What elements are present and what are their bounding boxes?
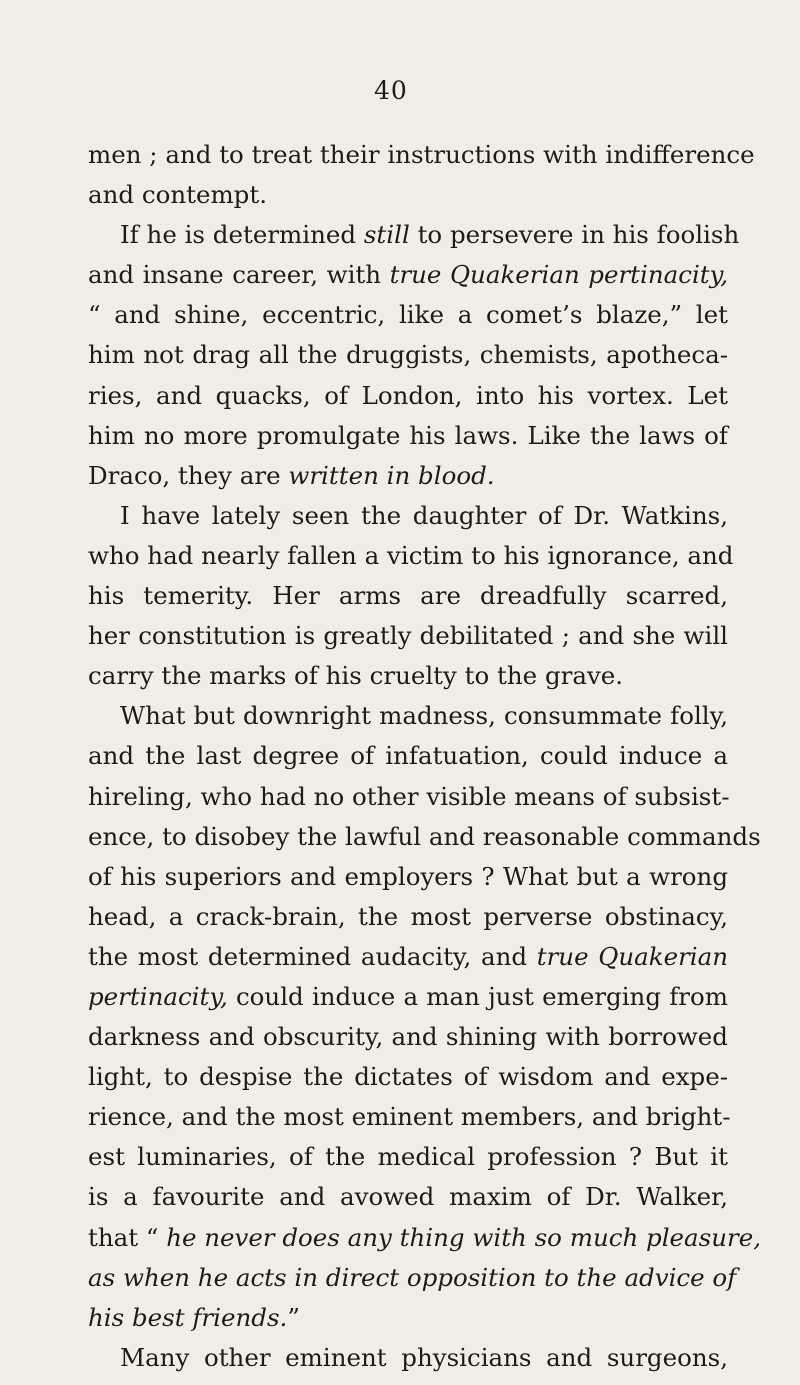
text-line: light, to despise the dictates of wisdom and expe-	[88, 1062, 728, 1092]
page-number: 40	[374, 76, 408, 105]
page-body-text	[88, 135, 761, 1378]
text-line: hireling, who had no other visible means of subsist-	[88, 781, 730, 811]
text-line: pertinacity, could induce a man just emerging from	[88, 981, 728, 1011]
text-line: What but downright madness, consummate folly,	[120, 701, 728, 731]
text-line: is a favourite and avowed maxim of Dr. Walker,	[88, 1182, 728, 1212]
text-line: carry the marks of his cruelty to the grave.	[88, 661, 624, 691]
text-line: I have lately seen the daughter of Dr. Watkins,	[120, 500, 728, 530]
text-line: “ and shine, eccentric, like a comet’s blaze,” let	[88, 300, 728, 330]
text-line: head, a crack-brain, the most perverse obstinacy,	[88, 901, 728, 931]
text-line: Many other eminent physicians and surgeons,	[120, 1342, 728, 1372]
text-line: darkness and obscurity, and shining with borrowed	[88, 1022, 728, 1052]
text-line: of his superiors and employers ? What but a wrong	[88, 861, 728, 891]
text-line: who had nearly fallen a victim to his ignorance, and	[88, 540, 734, 570]
text-line: and the last degree of infatuation, could induce a	[88, 741, 728, 771]
text-line: that “ he never does any thing with so much pleasure,	[88, 1222, 761, 1252]
text-line: rience, and the most eminent members, and bright-	[88, 1102, 731, 1132]
text-line: ence, to disobey the lawful and reasonable commands	[88, 821, 761, 851]
text-line: his best friends.”	[88, 1302, 300, 1332]
text-line: If he is determined still to persevere in his foolish	[120, 220, 740, 250]
text-line: him no more promulgate his laws. Like the laws of	[88, 420, 728, 450]
text-line: his temerity. Her arms are dreadfully scarred,	[88, 581, 728, 611]
text-line: ries, and quacks, of London, into his vortex. Let	[88, 380, 728, 410]
text-line: and insane career, with true Quakerian pertinacity,	[88, 260, 728, 290]
text-line: the most determined audacity, and true Quakerian	[88, 941, 729, 971]
text-line: men ; and to treat their instructions with indifference	[88, 140, 755, 169]
text-line: est luminaries, of the medical profession ? But it	[88, 1142, 728, 1172]
text-line: and contempt.	[88, 180, 268, 210]
text-line: her constitution is greatly debilitated ; and she will	[88, 621, 728, 651]
text-line: him not drag all the druggists, chemists, apotheca-	[88, 340, 728, 370]
text-line: Draco, they are written in blood.	[88, 460, 495, 490]
text-line: as when he acts in direct opposition to the advice of	[88, 1262, 737, 1292]
